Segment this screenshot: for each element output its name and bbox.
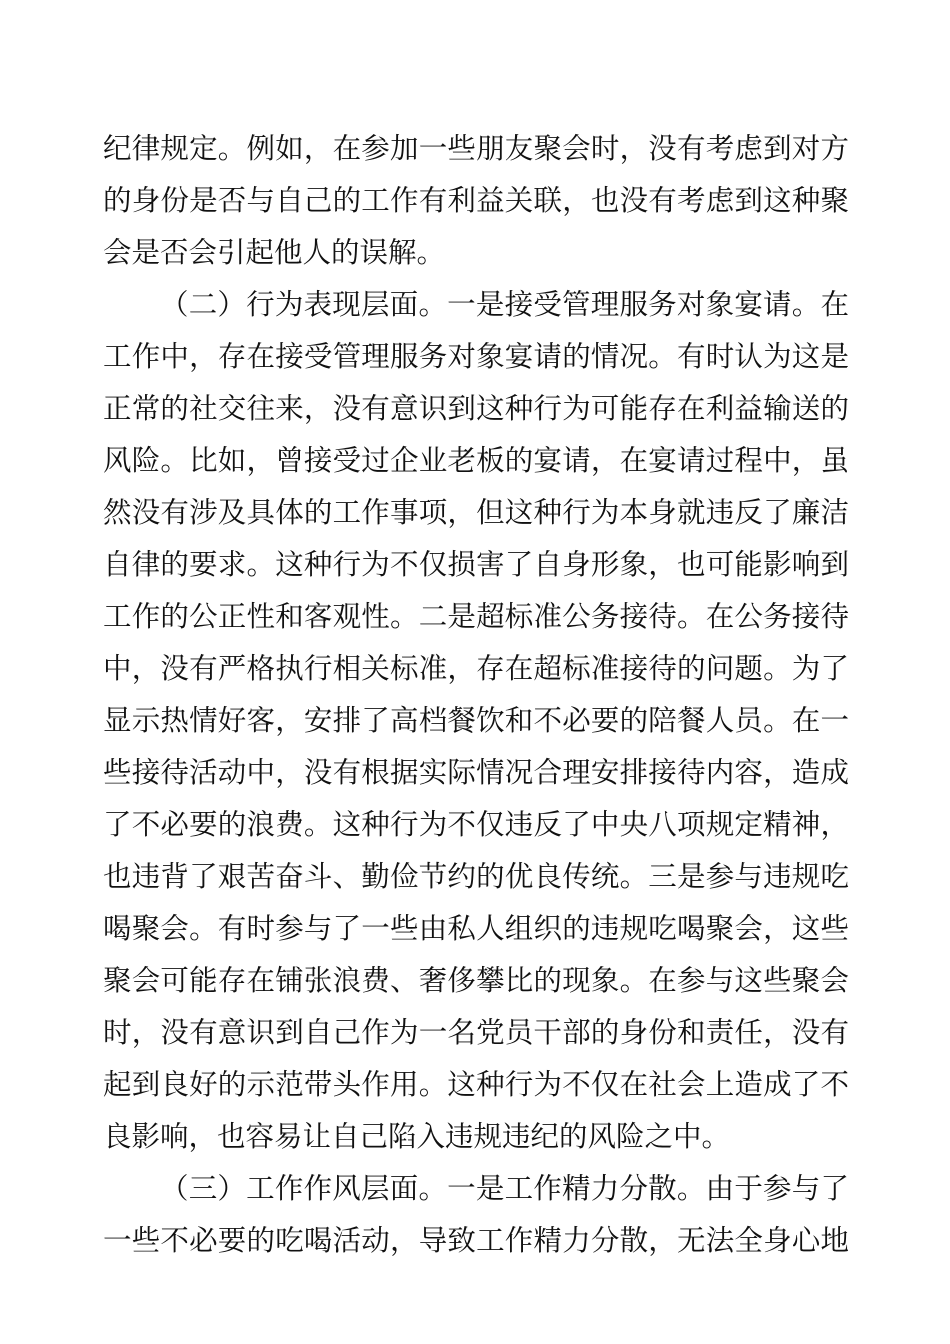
text-line: 聚会可能存在铺张浪费、奢侈攀比的现象。在参与这些聚会 [103,964,849,997]
text-line: 工作中，存在接受管理服务对象宴请的情况。有时认为这是 [103,340,849,373]
text-line: 良影响，也容易让自己陷入违规违纪的风险之中。 [103,1120,731,1153]
text-line: 中，没有严格执行相关标准，存在超标准接待的问题。为了 [103,652,849,685]
text-line: 喝聚会。有时参与了一些由私人组织的违规吃喝聚会，这些 [103,912,849,945]
text-line: 也违背了艰苦奋斗、勤俭节约的优良传统。三是参与违规吃 [103,860,849,893]
text-line: 了不必要的浪费。这种行为不仅违反了中央八项规定精神， [103,808,849,841]
text-line: 时，没有意识到自己作为一名党员干部的身份和责任，没有 [103,1016,849,1049]
section-heading-line: （二）行为表现层面。一是接受管理服务对象宴请。在 [160,288,849,321]
text-line: 正常的社交往来，没有意识到这种行为可能存在利益输送的 [103,392,849,425]
text-line: 一些不必要的吃喝活动，导致工作精力分散，无法全身心地 [103,1224,849,1257]
text-line: 然没有涉及具体的工作事项，但这种行为本身就违反了廉洁 [103,496,849,529]
text-line: 的身份是否与自己的工作有利益关联，也没有考虑到这种聚 [103,184,849,217]
text-line: 显示热情好客，安排了高档餐饮和不必要的陪餐人员。在一 [103,704,849,737]
text-line: 纪律规定。例如，在参加一些朋友聚会时，没有考虑到对方 [103,132,849,165]
text-line: 自律的要求。这种行为不仅损害了自身形象，也可能影响到 [103,548,849,581]
text-line: 工作的公正性和客观性。二是超标准公务接待。在公务接待 [103,600,849,633]
section-heading-line: （三）工作作风层面。一是工作精力分散。由于参与了 [160,1172,849,1205]
text-line: 会是否会引起他人的误解。 [103,236,446,269]
text-line: 风险。比如，曾接受过企业老板的宴请，在宴请过程中，虽 [103,444,849,477]
text-line: 些接待活动中，没有根据实际情况合理安排接待内容，造成 [103,756,849,789]
text-line: 起到良好的示范带头作用。这种行为不仅在社会上造成了不 [103,1068,849,1101]
